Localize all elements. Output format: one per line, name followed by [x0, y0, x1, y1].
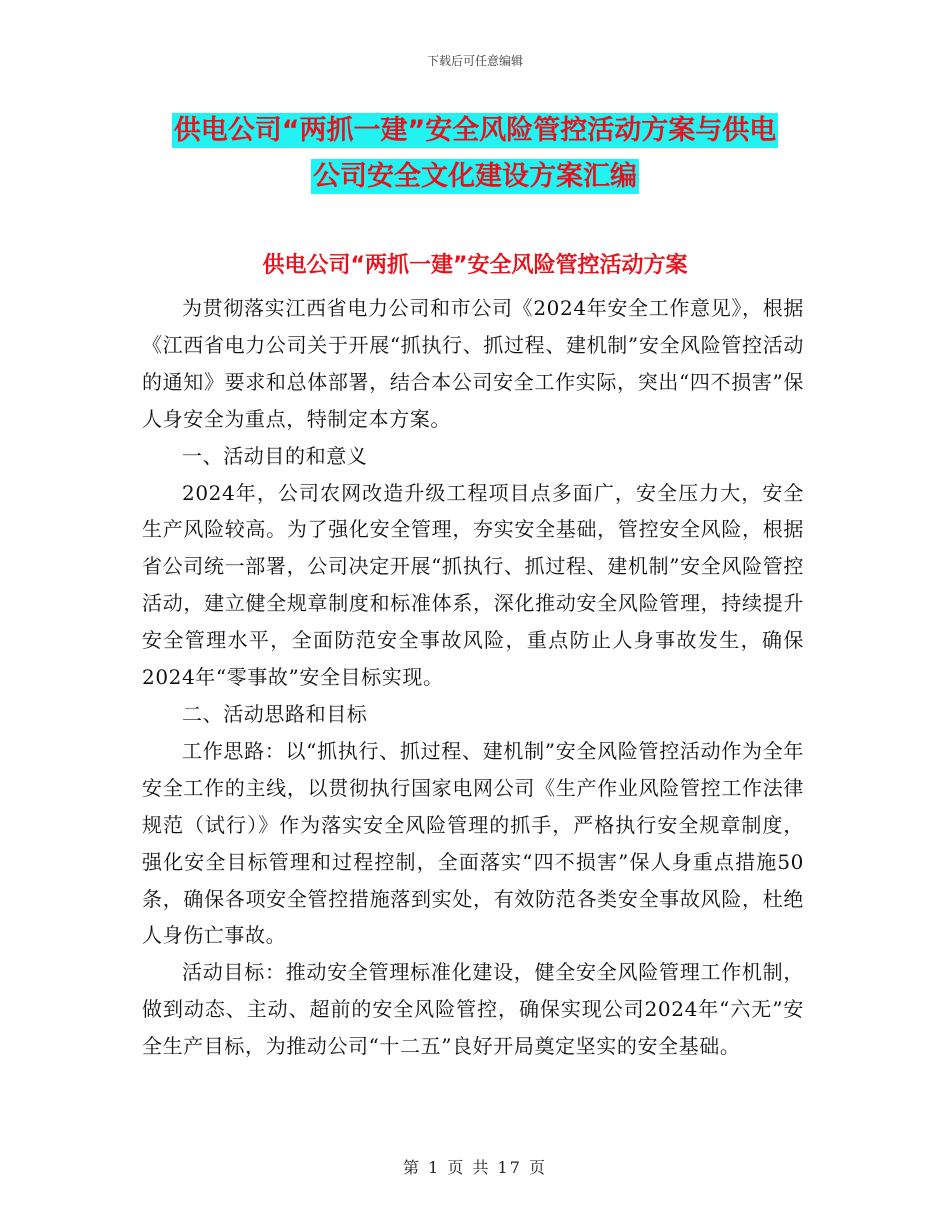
paragraph-approach: 工作思路：以“抓执行、抓过程、建机制”安全风险管控活动作为全年安全工作的主线，以贯彻执行国家电网公司《生产作业风险管控工作法律规范（试行）》作为落实安全风险管理的抓手，严格执行安全规章制度，强化安全目标管理和过程控制，全面落实“四不损害”保人身重点措施50条，确保各项安全管控措施落到实处，有效防范各类安全事故风险，杜绝人身伤亡事故。	[142, 738, 804, 948]
main-title-text-2: 公司安全文化建设方案汇编	[313, 161, 637, 192]
main-title-line-2	[0, 154, 950, 200]
paragraph-purpose: 2024年，公司农网改造升级工程项目点多面广，安全压力大，安全生产风险较高。为了强化安全管理，夯实安全基础，管控安全风险，根据省公司统一部署，公司决定开展“抓执行、抓过程、建机制”安全风险管控活动，建立健全规章制度和标准体系，深化推动安全风险管理，持续提升安全管理水平，全面防范安全事故风险，重点防止人身事故发生，确保2024年“零事故”安全目标实现。	[142, 480, 804, 690]
page-number: 第 1 页 共 17 页	[403, 1158, 547, 1177]
main-title-text-1: 供电公司“两抓一建”安全风险管控活动方案与供电	[173, 115, 777, 146]
heading-approach: 二、活动思路和目标	[182, 701, 368, 726]
main-title-line-1	[0, 108, 950, 154]
document-main-title	[0, 108, 950, 200]
section-title: 供电公司“两抓一建”安全风险管控活动方案	[262, 253, 688, 278]
header-note: 下载后可任意编辑	[426, 54, 523, 68]
paragraph-intro: 为贯彻落实江西省电力公司和市公司《2024年安全工作意见》，根据《江西省电力公司关于开展“抓执行、抓过程、建机制”安全风险管控活动的通知》要求和总体部署，结合本公司安全工作实际，突出“四不损害”保人身安全为重点，特制定本方案。	[142, 296, 804, 431]
paragraph-goal: 活动目标：推动安全管理标准化建设，健全安全风险管理工作机制，做到动态、主动、超前的安全风险管控，确保实现公司2024年“六无”安全生产目标，为推动公司“十二五”良好开局奠定坚实的安全基础。	[142, 960, 804, 1059]
heading-purpose: 一、活动目的和意义	[182, 443, 368, 468]
document-body	[142, 290, 804, 1065]
